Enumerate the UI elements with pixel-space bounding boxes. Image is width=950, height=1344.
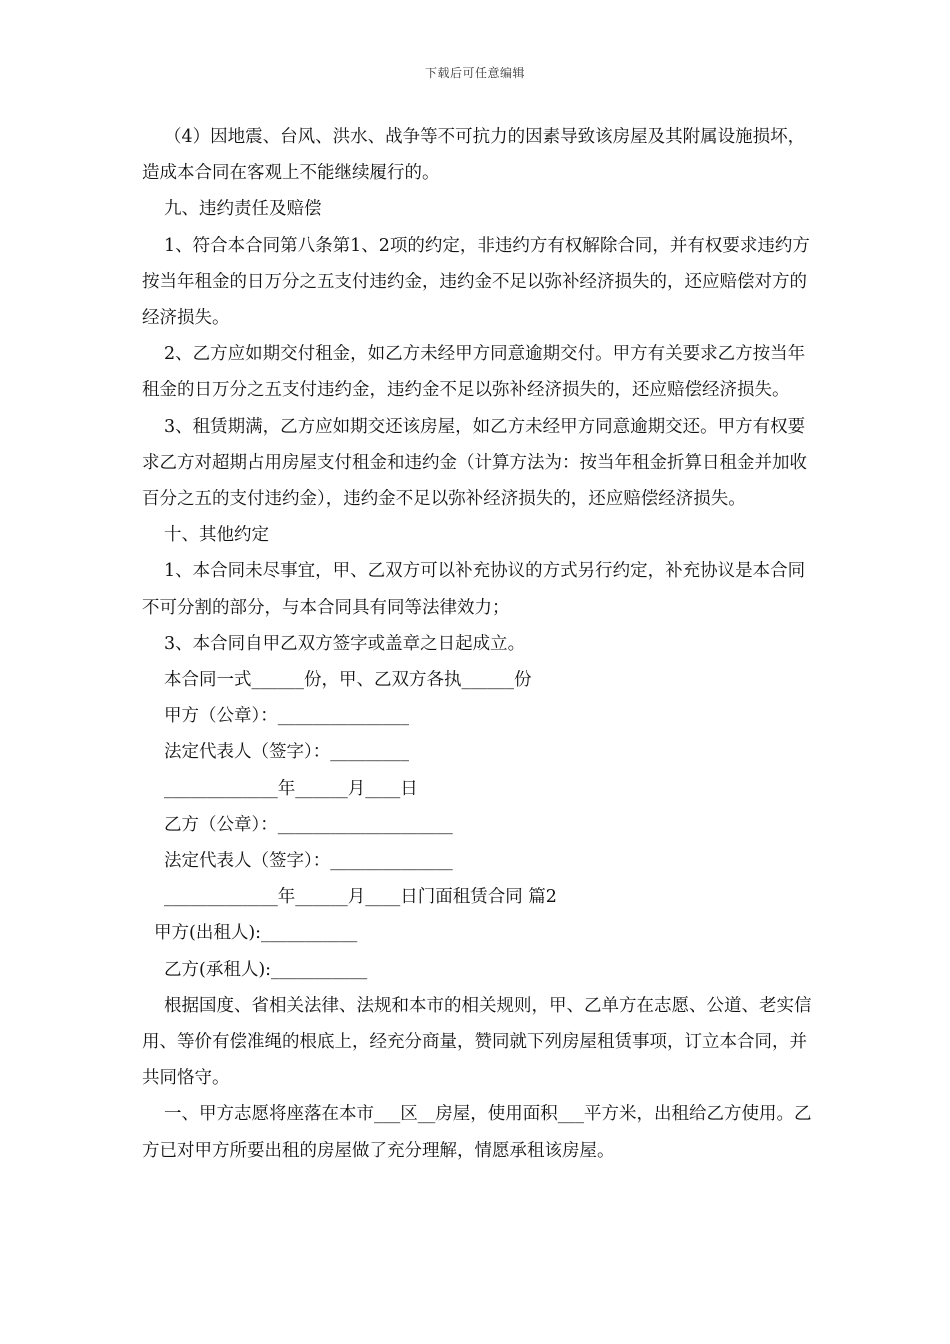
section-heading-9: 九、违约责任及赔偿 bbox=[164, 199, 322, 220]
party-b-seal-line: 乙方（公章）：____________________ bbox=[164, 814, 453, 835]
party-a-date-line: _____________年______月____日 bbox=[164, 778, 418, 799]
paragraph-preamble: 根据国度、省相关法律、法规和本市的相关规则，甲、乙单方在志愿、公道、老实信用、等价有偿准绳的根底上，经充分商量，赞同就下列房屋租赁事项，订立本合同，并共同恪守。 bbox=[142, 995, 812, 1089]
paragraph-other-3: 3、本合同自甲乙双方签字或盖章之日起成立。 bbox=[164, 633, 526, 654]
document-body bbox=[142, 119, 822, 1169]
paragraph-force-majeure: （4）因地震、台风、洪水、战争等不可抗力的因素导致该房屋及其附属设施损坏，造成本合同在客观上不能继续履行的。 bbox=[142, 127, 806, 184]
copies-line: 本合同一式______份，甲、乙双方各执______份 bbox=[164, 670, 532, 691]
lessor-line: 甲方(出租人):___________ bbox=[154, 923, 358, 944]
party-a-representative-line: 法定代表人（签字）：_________ bbox=[164, 742, 409, 763]
lessee-line: 乙方(承租人):___________ bbox=[164, 959, 368, 980]
party-b-representative-line: 法定代表人（签字）：______________ bbox=[164, 851, 453, 872]
paragraph-other-1: 1、本合同未尽事宜，甲、乙双方可以补充协议的方式另行约定，补充协议是本合同不可分割的部分，与本合同具有同等法律效力； bbox=[142, 561, 806, 618]
paragraph-breach-3: 3、租赁期满，乙方应如期交还该房屋，如乙方未经甲方同意逾期交还。甲方有权要求乙方对超期占用房屋支付租金和违约金（计算方法为：按当年租金折算日租金并加收百分之五的支付违约金），违约金不足以弥补经济损失的，还应赔偿经济损失。 bbox=[142, 416, 807, 510]
party-a-seal-line: 甲方（公章）：_______________ bbox=[164, 706, 409, 727]
section-heading-10: 十、其他约定 bbox=[164, 525, 269, 546]
paragraph-article-1: 一、甲方志愿将座落在本市___区__房屋，使用面积___平方米，出租给乙方使用。乙方已对甲方所要出租的房屋做了充分理解，情愿承租该房屋。 bbox=[142, 1104, 812, 1161]
page-header: 下载后可任意编辑 bbox=[424, 66, 525, 80]
party-b-date-line: _____________年______月____日门面租赁合同 篇2 bbox=[164, 887, 557, 908]
paragraph-breach-2: 2、乙方应如期交付租金，如乙方未经甲方同意逾期交付。甲方有关要求乙方按当年租金的日万分之五支付违约金，违约金不足以弥补经济损失的，还应赔偿经济损失。 bbox=[142, 344, 806, 401]
paragraph-breach-1: 1、符合本合同第八条第1、2项的约定，非违约方有权解除合同，并有权要求违约方按当年租金的日万分之五支付违约金，违约金不足以弥补经济损失的，还应赔偿对方的经济损失。 bbox=[142, 235, 810, 329]
